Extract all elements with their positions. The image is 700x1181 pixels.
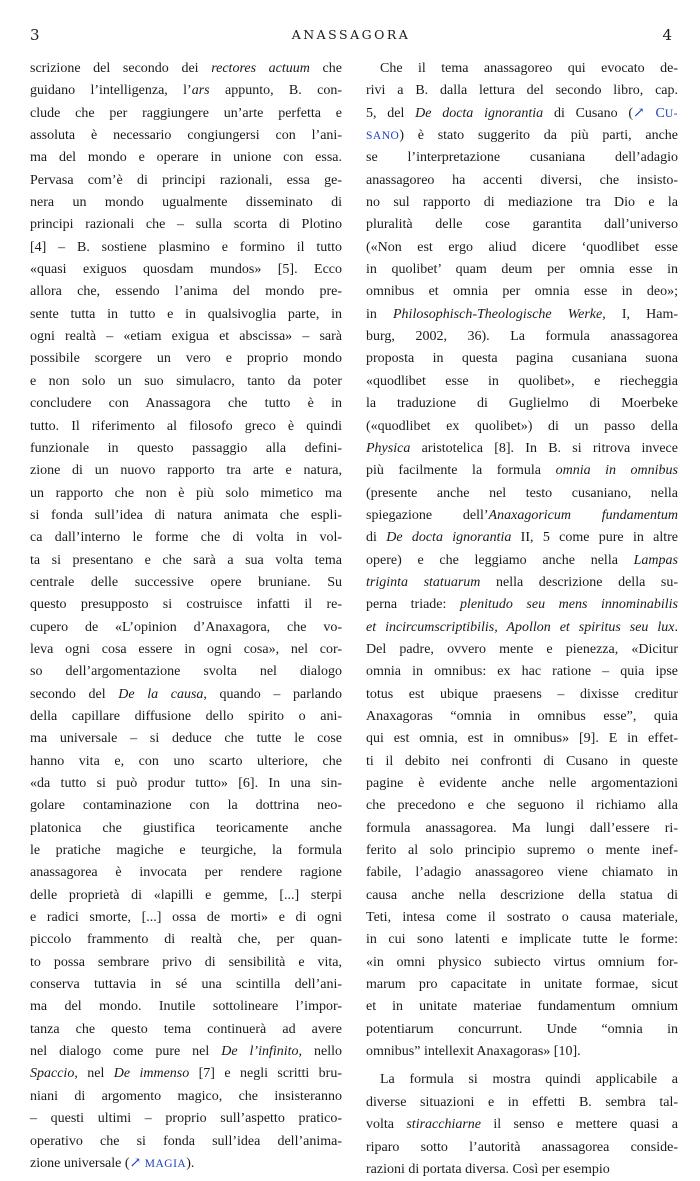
text-line: pagine è evidente anche nelle argomentazioni: [366, 776, 678, 791]
text-line: si fonda sull’idea di natura animata che espli-: [30, 507, 342, 523]
text-line: cupero de «L’opinion d’Anaxagora, che vo-: [30, 619, 342, 635]
page-number-right: 4: [662, 26, 672, 44]
text-line: «in omni physico subiecto virtus omnium for-: [366, 954, 678, 970]
text-line: totus est ubique praesens – dixisse creditur: [366, 686, 678, 702]
text-line: ma del mondo e operare in unione con essa.: [30, 150, 342, 166]
text-line: sente tutta in tutto e in qualsivoglia parte, in: [30, 306, 342, 322]
text-line: 5, del De docta ignorantia di Cusano (↗ CU-: [366, 105, 678, 121]
text-line: niani di argomento magico, che insisteranno: [30, 1088, 342, 1104]
text-line: SANO) è stato suggerito da più parti, anche: [366, 128, 678, 144]
text-line: e radici smorte, [...] ossa de morti» e di ogni: [30, 910, 342, 926]
page-number-left: 3: [30, 26, 40, 44]
text-line: Teti, intesa come il sostrato o causa materiale,: [366, 910, 678, 926]
text-line: potentiarum concurrunt. Unde “omnia in: [366, 1021, 678, 1037]
text-line: Anaxagoras “omnia in omnibus esse”, quia: [366, 708, 678, 724]
text-line: leva ogni cosa essere in ogni cosa», nel cor-: [30, 641, 342, 657]
text-line: e non solo un suo simulacro, tanto da poter: [30, 373, 342, 389]
text-line: volta stiracchiarne il senso e mettere quasi a: [366, 1117, 679, 1133]
text-line: spiegazione dell’Anaxagoricum fundamentum: [366, 507, 678, 523]
text-line: so dell’argomentazione svolta nel dialogo: [30, 664, 342, 680]
text-line: in quolibet’ quam deum per omnia esse in: [366, 262, 678, 278]
text-line: marum pro capacitate in unitate formae, sicut: [366, 977, 678, 993]
text-line: to possa sembrare privo di sensibilità e vita,: [30, 954, 342, 970]
text-line: omnibus” intellexit Anaxagoras» [10].: [366, 1044, 581, 1060]
text-line: zione di un nuovo rapporto tra arte e natura,: [30, 463, 342, 479]
text-line: triginta statuarum nella descrizione della su-: [366, 574, 678, 590]
text-line: ma del mondo. Inutile sottolineare l’impor-: [30, 999, 342, 1015]
text-line: razioni di portata diversa. Così per esempio: [366, 1161, 610, 1177]
text-line: formula anassagorea. Ma lungi dall’essere ri-: [366, 820, 678, 836]
text-line: Pervasa com’è di principi razionali, essa ge-: [30, 172, 342, 188]
text-line: conserva tuttavia in sé una scintilla dell’ani-: [30, 977, 342, 993]
text-line: pluralità delle cose garantita dall’universo: [366, 217, 678, 233]
text-line: (presente anche nel testo cusaniano, nella: [366, 485, 678, 501]
text-line: «quasi exiguos quosdam mundos» [5]. Ecco: [30, 262, 342, 278]
text-line: la traduzione di Guglielmo di Moerbeke: [366, 396, 678, 412]
text-line: causa anche nella descrizione della statua di: [366, 887, 678, 903]
text-line: allora che, essendo l’anima del mondo pre-: [30, 284, 342, 300]
text-line: fabile, l’adagio anassagoreo viene chiamato in: [366, 865, 678, 881]
text-line: le pratiche magiche e teurgiche, la formula: [30, 843, 342, 859]
text-line: zione universale (↗ MAGIA).: [30, 1155, 195, 1171]
text-line: questo presupposto si costruisce infatti il re-: [30, 597, 342, 613]
text-line: ma universale – si deduce che tutte le cose: [30, 731, 342, 747]
text-line: Del padre, ovvero mente e pienezza, «Dicitur: [366, 641, 678, 657]
text-line: che precedono e che seguono il richiamo alla: [366, 798, 678, 814]
text-line: «da tutto si può produr tutto» [6]. In una sin-: [30, 776, 342, 791]
text-line: piccolo frammento di realtà che, per quan-: [30, 932, 342, 948]
text-line: [4] – B. sostiene plasmino e formino il tutto: [30, 239, 342, 255]
text-line: tanza che questo tema continuerà ad avere: [30, 1021, 342, 1037]
text-line: golare contaminazione con la dottrina neo-: [30, 798, 342, 814]
text-line: omnia in omnibus: ex hac ratione – quia ipse: [366, 664, 678, 680]
text-line: – questi ultimi – proprio sull’aspetto pratico-: [30, 1111, 342, 1127]
text-line: Che il tema anassagoreo qui evocato de-: [380, 61, 678, 76]
text-line: proposta in questa pagina cusaniana suona: [366, 351, 678, 367]
text-line: possibile scorgere un vero e proprio mondo: [30, 351, 342, 367]
text-line: et incircumscriptibilis, Apollon et spiritus seu lux.: [366, 619, 678, 635]
text-line: ta si presentano e che sarà a sua volta tema: [30, 552, 342, 568]
text-line: ferito al solo principio supremo o mente inef-: [366, 843, 678, 859]
text-line: ca dall’interno le forme che di volta in vol-: [30, 530, 342, 546]
text-line: diverse situazioni e in effetti B. sembra tal-: [366, 1094, 678, 1110]
text-line: assoluta è necessario congiungersi con l’ani-: [30, 128, 342, 144]
text-line: centrale delle successive opere bruniane. Su: [30, 574, 342, 590]
cross-reference-link[interactable]: ↗ MAGIA: [129, 1155, 187, 1171]
text-line: omnibus et omnia per omnia esse in deo»;: [366, 284, 678, 300]
text-line: guidano l’intelligenza, l’ars appunto, B. con-: [30, 83, 342, 99]
text-line: opere) e che leggiamo anche nella Lampas: [366, 552, 678, 568]
text-line: se l’interpretazione cusaniana dell’adagio: [366, 150, 678, 166]
text-line: secondo del De la causa, quando – parlando: [30, 686, 342, 702]
text-line: operativo che si fonda sull’idea dell’anima-: [30, 1133, 342, 1149]
text-line: no sul rapporto di mediazione tra Dio e la: [366, 195, 678, 211]
cross-reference-link[interactable]: SANO: [366, 130, 400, 143]
text-line: clude che per raggiungere un’arte perfetta e: [30, 105, 342, 121]
text-line: platonica che giustifica teoricamente anche: [30, 820, 342, 836]
text-line: più facilmente la formula omnia in omnibus: [366, 463, 679, 479]
text-line: Physica aristotelica [8]. In B. si ritrova invece: [366, 440, 678, 456]
text-line: ogni realtà – «etiam exigua et abscissa» – sarà: [30, 329, 342, 345]
cross-reference-link[interactable]: ↗ CU-: [633, 105, 678, 121]
text-line: La formula si mostra quindi applicabile a: [380, 1072, 678, 1088]
text-line: rivi a B. dalla lettura del secondo libro, cap.: [366, 83, 678, 99]
text-line: in cui sono latenti e implicate tutte le forme:: [366, 932, 678, 948]
running-title: ANASSAGORA: [291, 27, 411, 42]
text-line: tutto. Il riferimento al filosofo greco è quindi: [30, 418, 342, 434]
text-line: burg, 2002, 36). La formula anassagorea: [366, 329, 678, 345]
text-line: («Non est ergo aliud dicere ‘quodlibet esse: [366, 239, 678, 255]
text-line: nera un mondo ugualmente disseminato di: [30, 195, 342, 211]
text-line: nel dialogo come pure nel De l’infinito, nello: [30, 1044, 342, 1060]
text-line: hanno vita e, con uno scarto ulteriore, che: [30, 753, 342, 769]
text-line: Spaccio, nel De immenso [7] e negli scritti bru-: [30, 1066, 342, 1082]
text-line: riparo sotto l’autorità anassagorea conside-: [366, 1139, 678, 1155]
text-line: («quodlibet ex quolibet») di un passo della: [366, 418, 678, 434]
text-line: un rapporto che non è più solo mimetico ma: [30, 485, 342, 501]
text-line: delle proprietà di «lapilli e gemme, [...] sterpi: [30, 887, 342, 903]
text-line: anassagorea è invocata per rendere ragione: [30, 865, 342, 881]
left-column: [30, 58, 342, 1175]
text-line: ti il debito nei confronti di Cusano in queste: [366, 753, 678, 769]
text-line: et in unitate materiae fundamentum omnium: [366, 999, 678, 1015]
text-line: concludere con Anassagora che tutto è in: [30, 396, 342, 412]
text-line: perna triade: plenitudo seu mens innominabilis: [366, 597, 678, 613]
text-line: di De docta ignorantia II, 5 come pure in altre: [366, 530, 679, 546]
text-line: della capillare diffusione dello spirito o ani-: [30, 708, 342, 724]
text-line: «quodlibet esse in quolibet», e riecheggia: [366, 373, 678, 389]
text-line: principi razionali che – sulla scorta di Plotino: [30, 217, 342, 233]
text-line: scrizione del secondo dei rectores actuum che: [30, 61, 342, 76]
text-line: anassagoreo ha accenti diversi, che insisto-: [366, 172, 678, 188]
text-line: funzionale in questo passaggio alla defini-: [30, 440, 342, 456]
text-line: in Philosophisch-Theologische Werke, I, Ham-: [366, 306, 678, 322]
text-line: qui est omnia, est in omnibus» [9]. E in effet-: [366, 731, 678, 747]
right-column: [366, 58, 678, 1181]
running-header: [30, 26, 672, 50]
